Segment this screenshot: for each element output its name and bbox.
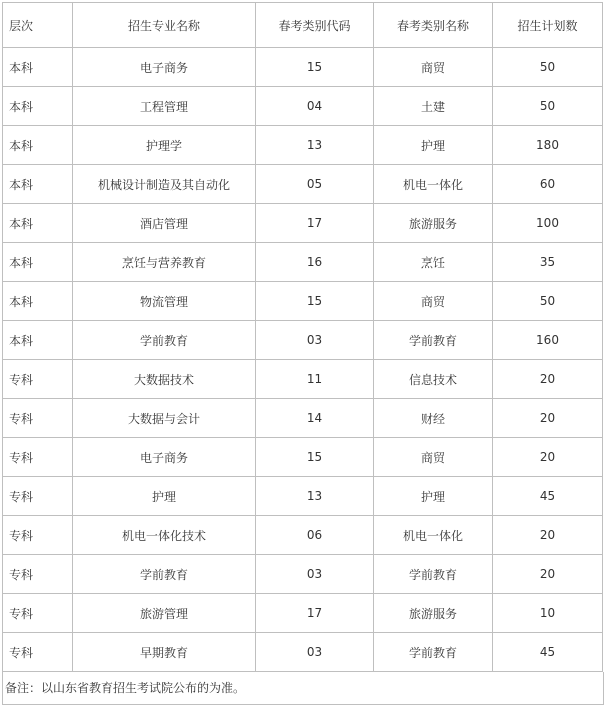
cell-plan-count: 20 [493,438,603,477]
cell-major: 大数据与会计 [73,399,256,438]
table-row [3,243,603,282]
cell-category-name: 商贸 [374,282,493,321]
header-major: 招生专业名称 [73,3,256,48]
cell-plan-count: 50 [493,282,603,321]
enrollment-table [2,2,603,672]
table-row [3,555,603,594]
cell-category-code: 11 [256,360,374,399]
cell-plan-count: 20 [493,516,603,555]
cell-plan-count: 180 [493,126,603,165]
header-category-code: 春考类别代码 [256,3,374,48]
cell-category-code: 17 [256,594,374,633]
cell-level: 本科 [3,243,73,282]
footnote: 备注：以山东省教育招生考试院公布的为准。 [2,672,604,705]
cell-major: 电子商务 [73,48,256,87]
header-category-name: 春考类别名称 [374,3,493,48]
cell-plan-count: 45 [493,633,603,672]
cell-category-code: 03 [256,321,374,360]
table-row [3,477,603,516]
cell-category-name: 学前教育 [374,321,493,360]
cell-major: 工程管理 [73,87,256,126]
cell-level: 专科 [3,594,73,633]
table-row [3,438,603,477]
cell-category-name: 财经 [374,399,493,438]
cell-level: 本科 [3,282,73,321]
table-row [3,516,603,555]
cell-category-name: 土建 [374,87,493,126]
cell-major: 学前教育 [73,555,256,594]
table-row [3,87,603,126]
cell-major: 机械设计制造及其自动化 [73,165,256,204]
table-row [3,399,603,438]
cell-level: 本科 [3,204,73,243]
header-plan-count: 招生计划数 [493,3,603,48]
cell-plan-count: 45 [493,477,603,516]
cell-plan-count: 160 [493,321,603,360]
cell-category-name: 商贸 [374,48,493,87]
cell-major: 酒店管理 [73,204,256,243]
cell-plan-count: 20 [493,399,603,438]
cell-level: 专科 [3,555,73,594]
cell-category-name: 旅游服务 [374,594,493,633]
cell-category-code: 13 [256,477,374,516]
cell-level: 本科 [3,165,73,204]
cell-category-name: 学前教育 [374,555,493,594]
cell-plan-count: 50 [493,48,603,87]
cell-category-name: 机电一体化 [374,516,493,555]
header-level: 层次 [3,3,73,48]
cell-category-name: 旅游服务 [374,204,493,243]
cell-category-name: 商贸 [374,438,493,477]
cell-level: 本科 [3,126,73,165]
cell-plan-count: 100 [493,204,603,243]
cell-category-code: 13 [256,126,374,165]
cell-major: 护理 [73,477,256,516]
table-body [3,3,603,672]
cell-level: 专科 [3,399,73,438]
table-row [3,633,603,672]
enrollment-plan [2,2,602,705]
cell-plan-count: 20 [493,555,603,594]
table-row [3,165,603,204]
cell-category-name: 烹饪 [374,243,493,282]
cell-category-code: 16 [256,243,374,282]
cell-category-code: 03 [256,633,374,672]
header-row [3,3,603,48]
cell-plan-count: 35 [493,243,603,282]
cell-level: 专科 [3,477,73,516]
cell-category-name: 学前教育 [374,633,493,672]
cell-category-name: 信息技术 [374,360,493,399]
cell-plan-count: 10 [493,594,603,633]
cell-plan-count: 60 [493,165,603,204]
cell-category-code: 04 [256,87,374,126]
cell-level: 本科 [3,48,73,87]
cell-major: 机电一体化技术 [73,516,256,555]
table-row [3,204,603,243]
cell-level: 专科 [3,633,73,672]
table-row [3,282,603,321]
cell-level: 专科 [3,438,73,477]
table-row [3,321,603,360]
cell-major: 烹饪与营养教育 [73,243,256,282]
cell-major: 大数据技术 [73,360,256,399]
cell-plan-count: 50 [493,87,603,126]
table-row [3,594,603,633]
cell-major: 学前教育 [73,321,256,360]
cell-category-code: 15 [256,282,374,321]
cell-level: 专科 [3,516,73,555]
cell-category-code: 17 [256,204,374,243]
cell-category-code: 14 [256,399,374,438]
cell-level: 本科 [3,321,73,360]
cell-major: 早期教育 [73,633,256,672]
cell-category-code: 15 [256,438,374,477]
cell-category-name: 护理 [374,477,493,516]
cell-category-code: 05 [256,165,374,204]
table-row [3,48,603,87]
cell-category-code: 03 [256,555,374,594]
cell-category-code: 15 [256,48,374,87]
cell-level: 本科 [3,87,73,126]
cell-major: 护理学 [73,126,256,165]
cell-major: 物流管理 [73,282,256,321]
table-row [3,360,603,399]
table-row [3,126,603,165]
cell-major: 旅游管理 [73,594,256,633]
cell-category-name: 机电一体化 [374,165,493,204]
cell-level: 专科 [3,360,73,399]
cell-category-name: 护理 [374,126,493,165]
cell-plan-count: 20 [493,360,603,399]
cell-major: 电子商务 [73,438,256,477]
cell-category-code: 06 [256,516,374,555]
